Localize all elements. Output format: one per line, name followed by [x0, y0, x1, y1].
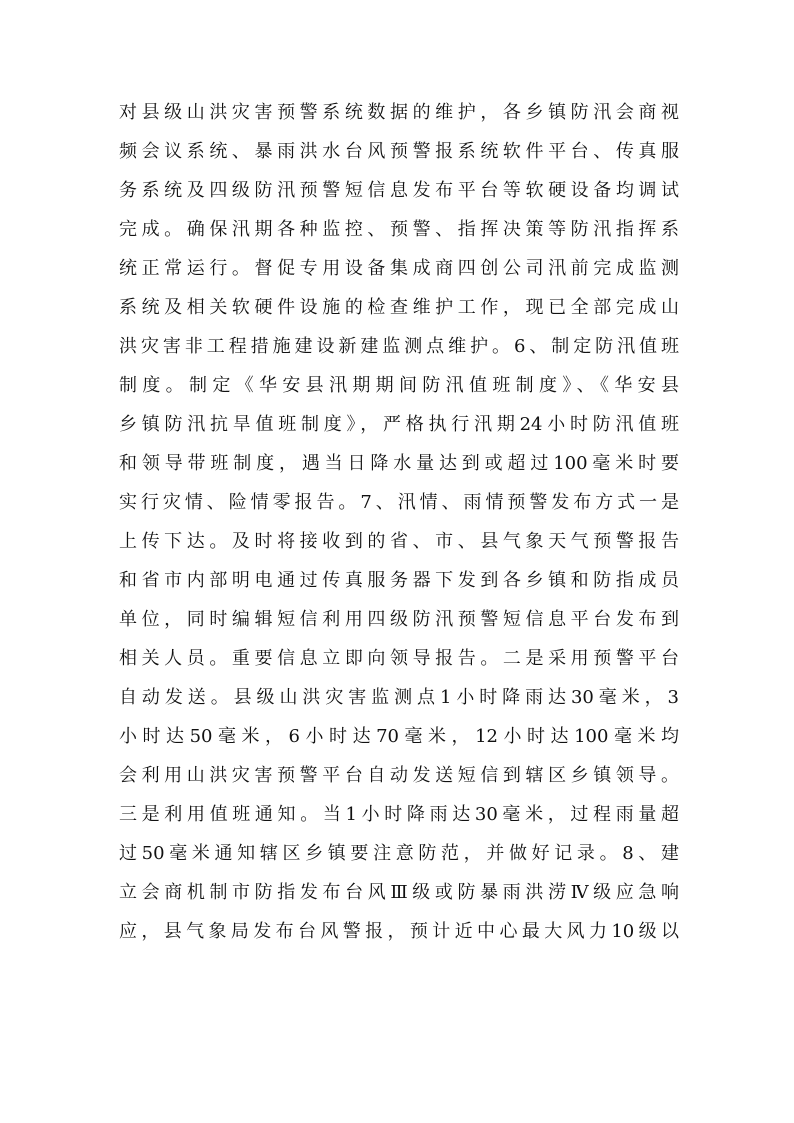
text-line: 上传下达。及时将接收到的省、市、县气象天气预警报告: [119, 531, 679, 552]
text-line: 立会商机制市防指发布台风Ⅲ级或防暴雨洪涝Ⅳ级应急响: [119, 882, 679, 903]
text-line: 统正常运行。督促专用设备集成商四创公司汛前完成监测: [119, 258, 679, 279]
text-line: 三是利用值班通知。当1小时降雨达30毫米，过程雨量超: [119, 804, 679, 825]
text-line: 完成。确保汛期各种监控、预警、指挥决策等防汛指挥系: [119, 219, 679, 240]
text-line: 过50毫米通知辖区乡镇要注意防范，并做好记录。8、建: [119, 843, 679, 864]
text-line: 和省市内部明电通过传真服务器下发到各乡镇和防指成员: [119, 570, 679, 591]
text-line: 相关人员。重要信息立即向领导报告。二是采用预警平台: [119, 648, 679, 669]
text-line: 单位，同时编辑短信利用四级防汛预警短信息平台发布到: [119, 609, 679, 630]
text-line: 系统及相关软硬件设施的检查维护工作，现已全部完成山: [119, 297, 679, 318]
text-line: 和领导带班制度，遇当日降水量达到或超过100毫米时要: [119, 453, 679, 474]
document-body: [119, 93, 679, 951]
text-line: 乡镇防汛抗旱值班制度》，严格执行汛期24小时防汛值班: [119, 414, 679, 435]
text-line: 应，县气象局发布台风警报，预计近中心最大风力10级以: [119, 921, 679, 942]
text-line: 洪灾害非工程措施建设新建监测点维护。6、制定防汛值班: [119, 336, 679, 357]
text-line: 制度。制定《华安县汛期期间防汛值班制度》、《华安县: [119, 375, 679, 396]
text-line: 务系统及四级防汛预警短信息发布平台等软硬设备均调试: [119, 180, 679, 201]
text-line: 实行灾情、险情零报告。7、汛情、雨情预警发布方式一是: [119, 492, 679, 513]
text-line: 对县级山洪灾害预警系统数据的维护，各乡镇防汛会商视: [119, 102, 679, 123]
text-line: 小时达50毫米，6小时达70毫米，12小时达100毫米均: [119, 726, 679, 747]
text-line: 自动发送。县级山洪灾害监测点1小时降雨达30毫米，3: [119, 687, 679, 708]
text-line: 会利用山洪灾害预警平台自动发送短信到辖区乡镇领导。: [119, 765, 679, 786]
text-line: 频会议系统、暴雨洪水台风预警报系统软件平台、传真服: [119, 141, 679, 162]
